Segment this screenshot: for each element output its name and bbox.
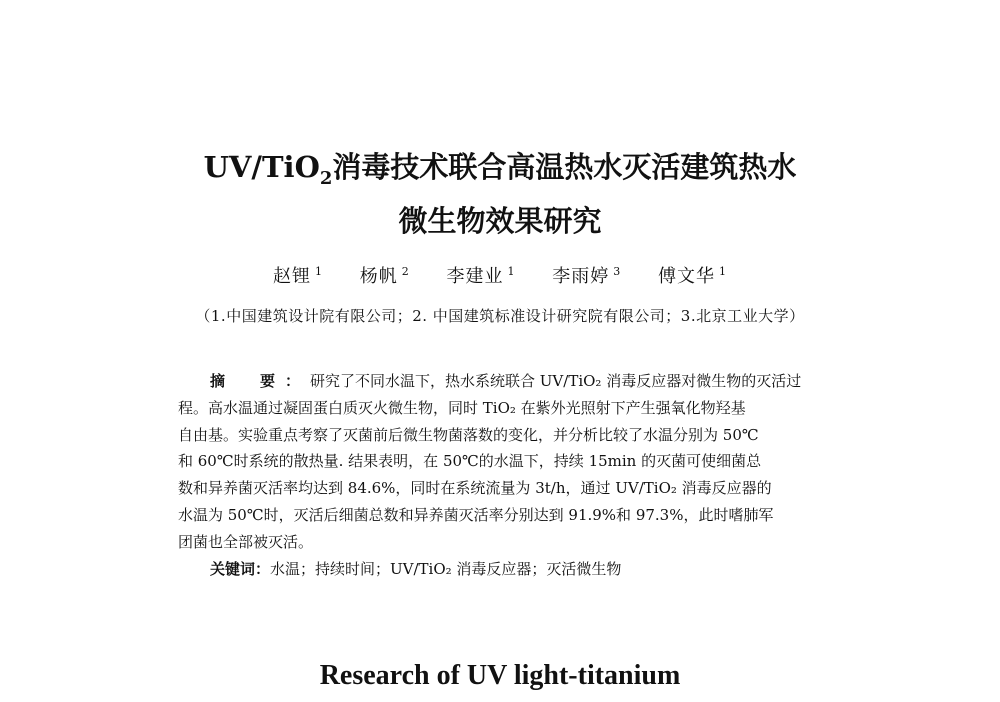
abstract-text: 研究了不同水温下，热水系统联合 UV/TiO₂ 消毒反应器对微生物的灭活过 — [310, 372, 802, 390]
author-name: 赵锂 — [273, 266, 312, 287]
author-name: 李建业 — [446, 266, 504, 287]
author-affil-mark: 3 — [613, 265, 622, 278]
keywords-text: 水温；持续时间；UV/TiO₂ 消毒反应器；灭活微生物 — [270, 559, 622, 578]
author — [360, 262, 410, 288]
affiliations: （1.中国建筑设计院有限公司；2. 中国建筑标准设计研究院有限公司；3.北京工业大学） — [195, 307, 805, 325]
abstract-line: 和 60℃时系统的散热量. 结果表明，在 50℃的水温下，持续 15min 的灭菌可使细菌总 — [178, 452, 762, 471]
author-list — [0, 262, 1000, 288]
abstract-line — [178, 368, 828, 395]
author-affil-mark: 1 — [718, 265, 727, 278]
abstract-line: 自由基。实验重点考察了灭菌前后微生物菌落数的变化，并分析比较了水温分别为 50℃ — [178, 425, 759, 444]
title-subscript: 2 — [319, 167, 333, 189]
title-part-post: 消毒技术联合高温热水灭活建筑热水 — [332, 150, 797, 184]
abstract-line: 程。高水温通过凝固蛋白质灭火微生物，同时 TiO₂ 在紫外光照射下产生强氧化物羟基 — [178, 398, 746, 417]
author-name: 傅文华 — [657, 266, 715, 287]
abstract-line: 团菌也全部被灭活。 — [178, 532, 314, 551]
author-affil-mark: 1 — [507, 265, 516, 278]
author — [447, 262, 516, 288]
abstract-label: 摘 要： — [210, 372, 311, 390]
title-line-1 — [0, 146, 1000, 200]
title-line-2: 微生物效果研究 — [398, 203, 602, 238]
keywords-label: 关键词： — [210, 559, 271, 578]
author-name: 杨帆 — [359, 266, 398, 287]
author-affil-mark: 1 — [315, 265, 324, 278]
abstract-line: 水温为 50℃时，灭活后细菌总数和异养菌灭活率分别达到 91.9%和 97.3%，此时嗜肺军 — [178, 505, 774, 524]
english-title: Research of UV light-titanium — [319, 660, 681, 691]
paper-title — [0, 146, 1000, 242]
title-part-pre: UV/TiO — [203, 150, 320, 184]
keywords-line — [178, 556, 828, 583]
author — [552, 262, 621, 288]
abstract-line: 数和异养菌灭活率均达到 84.6%，同时在系统流量为 3t/h，通过 UV/TiO₂ 消毒反应器的 — [178, 479, 772, 498]
author-name: 李雨婷 — [552, 266, 610, 287]
abstract — [178, 368, 828, 582]
author — [273, 262, 323, 288]
author — [658, 262, 727, 288]
author-affil-mark: 2 — [401, 265, 410, 278]
